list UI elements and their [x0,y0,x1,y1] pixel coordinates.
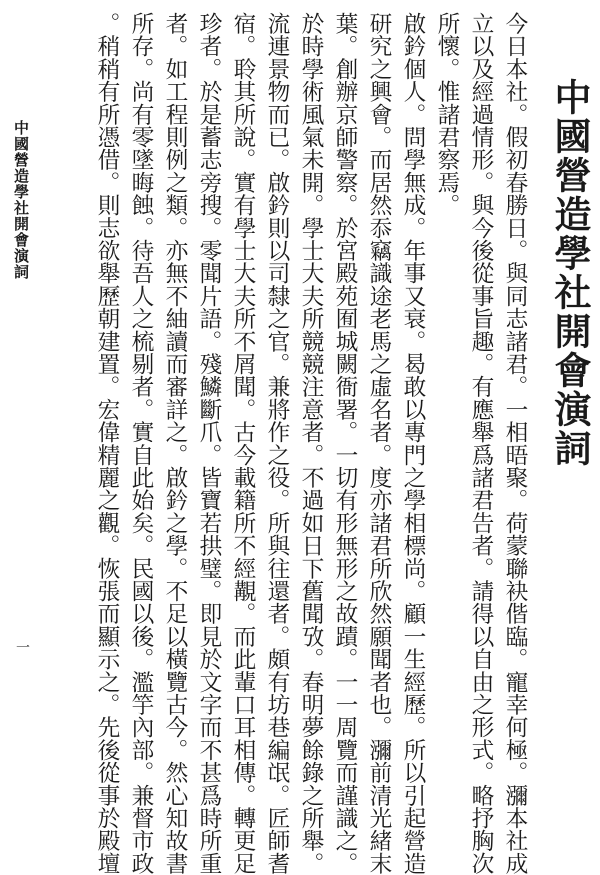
text-column-3: 所懷。惟諸君察焉。 [434,12,460,217]
text-column-1: 今日本社。假初春勝日。與同志諸君。一相晤聚。荷蒙聯袂偕臨。寵幸何極。瀰本社成 [502,12,528,875]
text-column-9: 宿。聆其所說。實有學士大夫所不屑聞。古今載籍所不經覯。而此輩口耳相傳。轉更足 [230,12,256,875]
text-column-13: 。稍稍有所憑借。則志欲舉歷朝建置。宏偉精麗之觀。恢張而顯示之。先後從事於殿壇 [94,12,120,875]
text-column-4: 啟鈐個人。問學無成。年事又衰。曷敢以專門之學相標尚。顧一生經歷。所以引起營造 [400,12,426,875]
text-column-12: 所存。尚有零墜晦蝕。待吾人之梳剔者。實自此始矣。民國以後。濫竽內部。兼督市政 [128,12,154,875]
text-column-11: 者。如工程則例之類。亦無不紬讀而審詳之。啟鈐之學。不足以橫覽古今。然心知故書 [162,12,188,875]
text-column-5: 研究之興會。而居然忝竊識途老馬之虛名者。度亦諸君所欣然願聞者也。瀰前清光緒末 [366,12,392,875]
page-number: 一 [14,640,30,654]
text-column-8: 流連景物而已。啟鈐則以司隸之官。兼將作之役。所與往還者。頗有坊巷編氓。匠師耆 [264,12,290,875]
text-column-10: 珍者。於是蓄志旁搜。零聞片語。殘鱗斷爪。皆寶若拱璧。即見於文字而不甚爲時所重 [196,12,222,875]
document-title: 中國營造學社開會演詞 [548,78,592,468]
text-column-2: 立以及經過情形。與今後從事旨趣。有應舉爲諸君告者。請得以自由之形式。略抒胸次 [468,12,494,875]
running-header: 中國營造學社開會演詞 [12,120,30,280]
text-column-7: 於時學術風氣未開。學士大夫所競競注意者。不過如日下舊聞攷。春明夢餘錄之所舉。 [298,12,324,875]
text-column-6: 葉。創辦京師警察。於宮殿苑囿城闕衙署。一切有形無形之故蹟。一一周覽而謹識之。 [332,12,358,875]
